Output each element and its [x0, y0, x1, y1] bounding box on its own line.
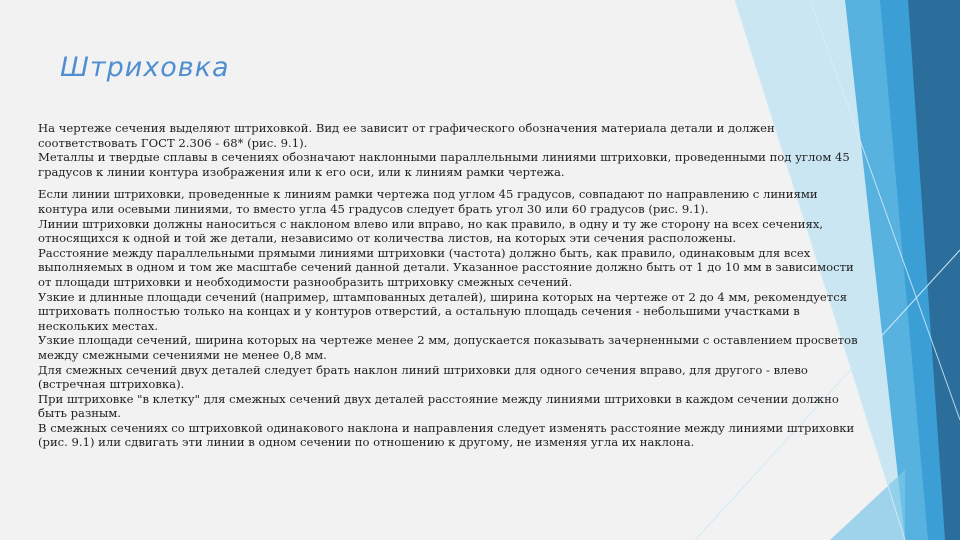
paragraph: Металлы и твердые сплавы в сечениях обозначают наклонными параллельными линиями штриховки, проведенными под углом 45 градусов к линии контура изображения или к его оси, или к линиям рамки чертежа.: [38, 150, 850, 179]
paragraph: При штриховке "в клетку" для смежных сечений двух деталей расстояние между линиями штриховки в каждом сечении должно быть разным.: [38, 391, 839, 421]
slide-title: Штриховка: [60, 52, 230, 83]
paragraph: Узкие площади сечений, ширина которых на чертеже менее 2 мм, допускается показывать зачерненными с оставлением просветов между смежными сечениями не менее 0,8 мм.: [38, 333, 858, 362]
paragraph: В смежных сечениях со штриховкой одинакового наклона и направления следует изменять расстояние между линиями штриховки (рис. 9.1) или сдвигать эти линии в одном сечении по отношению к другому, не изменяя угла их наклона.: [38, 420, 855, 450]
paragraph: Для смежных сечений двух деталей следует брать наклон линий штриховки для одного сечения вправо, для другого - влево (встречная штриховка).: [38, 362, 808, 392]
paragraph: На чертеже сечения выделяют штриховкой. Вид ее зависит от графического обозначения материала детали и должен соответствовать ГОСТ 2.306 - 68* (рис. 9.1).: [38, 121, 775, 150]
paragraph: Узкие и длинные площади сечений (например, штампованных деталей), ширина которых на чертеже от 2 до 4 мм, рекомендуется штриховать полностью только на концах и у контуров отверстий, а остальную площадь сечения - небольшими участками в нескольких местах.: [38, 289, 848, 333]
paragraph: Расстояние между параллельными прямыми линиями штриховки (частота) должно быть, как правило, одинаковым для всех выполняемых в одном и том же масштабе сечений данной детали. Указанное расстояние должно быть от 1 до 10 мм в зависимости от площади штриховки и необходимости разнообразить штриховку смежных сечений.: [38, 245, 854, 289]
paragraph: Линии штриховки должны наноситься с наклоном влево или вправо, но как правило, в одну и ту же сторону на всех сечениях, относящихся к одной и той же детали, независимо от количества листов, на которых эти сечения расположены.: [38, 216, 824, 246]
paragraph: Если линии штриховки, проведенные к линиям рамки чертежа под углом 45 градусов, совпадают по направлению с линиями контура или осевыми линиями, то вместо угла 45 градусов следует брать угол 30 или 60 градусов (рис. 9.1).: [38, 187, 818, 216]
slide-body: [38, 121, 858, 450]
